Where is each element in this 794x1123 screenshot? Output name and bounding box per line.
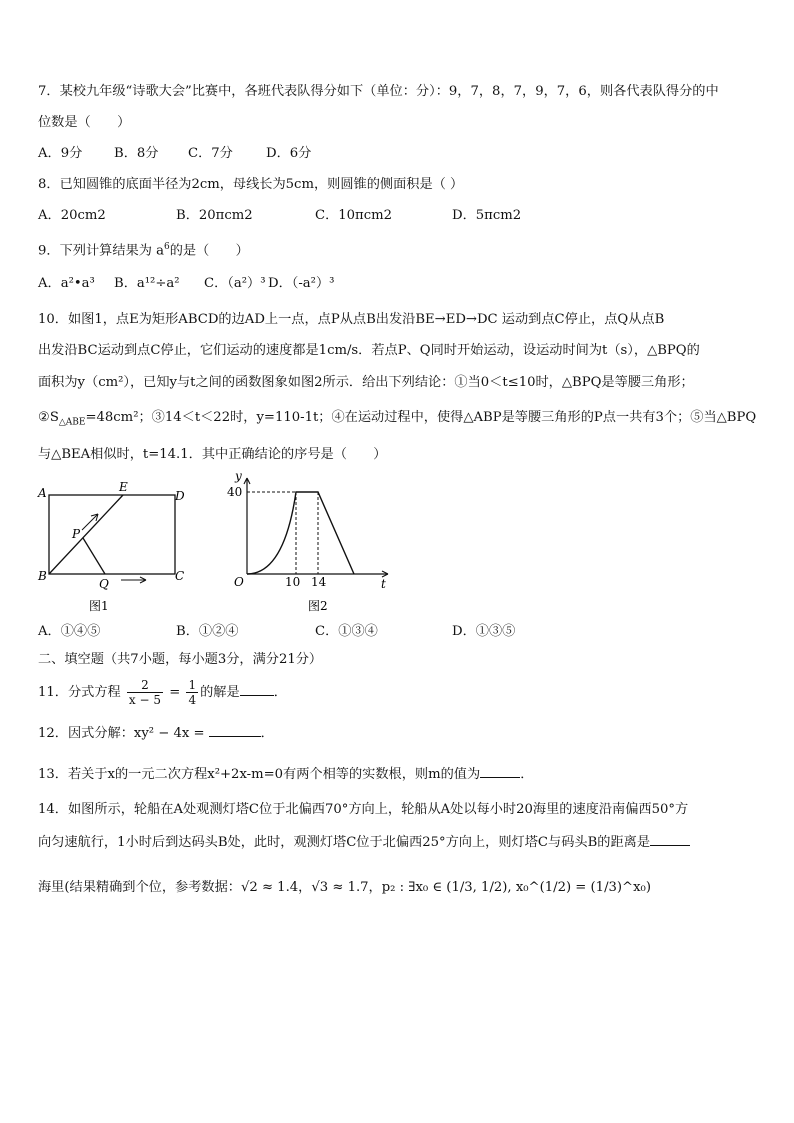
q13-answer-blank[interactable] [480,763,520,778]
q9-option-d: D．（-a²）³ [268,276,335,291]
label-b: B [38,569,47,583]
figure-2-caption: 图2 [308,599,328,613]
label-q: Q [99,577,109,591]
label-o: O [234,575,244,589]
q7-line2: 位数是（ ） [38,115,131,130]
segment-be [49,495,123,574]
q10-line4 [38,408,756,433]
function-graph [247,492,354,574]
q10-line4-b: =48cm²；③14＜t＜22时，y=110-1t；④在运动过程中，使得△ABP是等腰三角形的P点一共有3个；⑤当△BPQ [85,410,757,425]
q7-line1: 7．某校九年级“诗歌大会”比赛中，各班代表队得分如下（单位：分）：9，7，8，7，9，7，6，则各代表队得分的中 [38,84,719,99]
label-c: C [175,569,185,583]
q11-num2: 1 [188,678,197,692]
section-2-heading: 二、填空题（共7小题，每小题3分，满分21分） [38,652,323,667]
q14-answer-blank[interactable] [650,831,690,846]
q11-prefix: 11．分式方程 [38,685,121,700]
q11-den1: x − 5 [128,693,162,707]
figure-1 [34,478,204,618]
label-t10: 10 [285,575,301,589]
q12-prefix: 12．因式分解：xy² − 4x = [38,726,205,741]
q8-option-b: B．20πcm2 [176,208,253,223]
q9-option-b: B．a¹²÷a² [114,276,180,291]
segment-pq [83,538,105,574]
q10-line5: 与△BEA相似时，t=14.1．其中正确结论的序号是（ ） [38,447,387,462]
arrow-p-shaft [82,514,98,530]
q10-line4-sub: △ABE [58,417,86,428]
q11-eq: = [169,685,181,700]
figure-2 [222,470,392,618]
q7-option-c: C．7分 [188,146,233,161]
label-a: A [38,486,47,500]
q10-option-d: D．①③⑤ [452,624,516,639]
label-t: t [381,577,386,591]
q9-option-c: C．（a²）³ [204,276,266,291]
q14-line3: 海里(结果精确到个位，参考数据：√2 ≈ 1.4，√3 ≈ 1.7，p₂ : ∃x₀ ∈ (1/3, 1/2), x₀^(1/2) = (1/3)^x₀) [38,880,651,895]
q12: 12．因式分解：xy² − 4x = ． [38,722,274,744]
q14-line2-text: 向匀速航行，1小时后到达码头B处，此时，观测灯塔C位于北偏西25°方向上，则灯塔C与码头B的距离是 [38,835,651,850]
label-40: 40 [227,485,243,499]
q14-line2 [38,831,690,853]
q7-option-b: B．8分 [114,146,159,161]
q8-line1: 8．已知圆锥的底面半径为2cm，母线长为5cm，则圆锥的侧面积是（ ） [38,177,464,192]
q10-line4-a: ②S [38,410,59,425]
q8-option-d: D．5πcm2 [452,208,522,223]
q11-suffix: 的解是 [200,685,240,700]
q10-line2: 出发沿BC运动到点C停止，它们运动的速度都是1cm/s．若点P、Q同时开始运动，设运动时间为t（s），△BPQ的 [38,343,700,358]
label-e: E [119,480,128,494]
q13-text: 13．若关于x的一元二次方程x²+2x-m=0有两个相等的实数根，则m的值为 [38,767,481,782]
q9-stem [38,237,249,261]
q7-option-a: A．9分 [38,146,83,161]
q9-stem-exp: 6 [163,242,170,252]
q11-answer-blank[interactable] [240,681,274,696]
figure-1-caption: 图1 [89,599,109,613]
q14-line1: 14．如图所示，轮船在A处观测灯塔C位于北偏西70°方向上，轮船从A处以每小时20海里的速度沿南偏西50°方 [38,802,689,817]
q10-line1: 10．如图1，点E为矩形ABCD的边AD上一点，点P从点B出发沿BE→ED→DC 运动到点C停止，点Q从点B [38,312,665,327]
q13: 13．若关于x的一元二次方程x²+2x-m=0有两个相等的实数根，则m的值为 ． [38,763,533,785]
q9-stem-suffix: 的是（ ） [169,243,249,259]
q10-line3: 面积为y（cm²），已知y与t之间的函数图象如图2所示．给出下列结论：①当0＜t≤10时，△BPQ是等腰三角形； [38,375,694,390]
q8-option-c: C．10πcm2 [315,208,393,223]
q8-option-a: A．20cm2 [38,208,106,223]
label-t14: 14 [311,575,327,589]
q10-option-b: B．①②④ [176,624,239,639]
q11-fraction-left [127,678,163,707]
q9-option-a: A．a²•a³ [38,276,95,291]
label-d: D [175,489,185,503]
q11-num1: 2 [127,678,163,693]
q12-answer-blank[interactable] [209,722,261,737]
label-y: y [235,470,242,483]
q10-option-a: A．①④⑤ [38,624,101,639]
label-p: P [72,527,81,541]
q11: 11．分式方程 $\frac{2}{x - 5}$ = $\frac{1}{4}$ 的解是 ． [38,678,287,707]
q10-option-c: C．①③④ [315,624,378,639]
q7-option-d: D．6分 [266,146,312,161]
q9-stem-prefix: 9．下列计算结果为 a [38,243,164,259]
q11-den2: 4 [188,693,197,707]
q11-fraction-right [186,678,198,707]
